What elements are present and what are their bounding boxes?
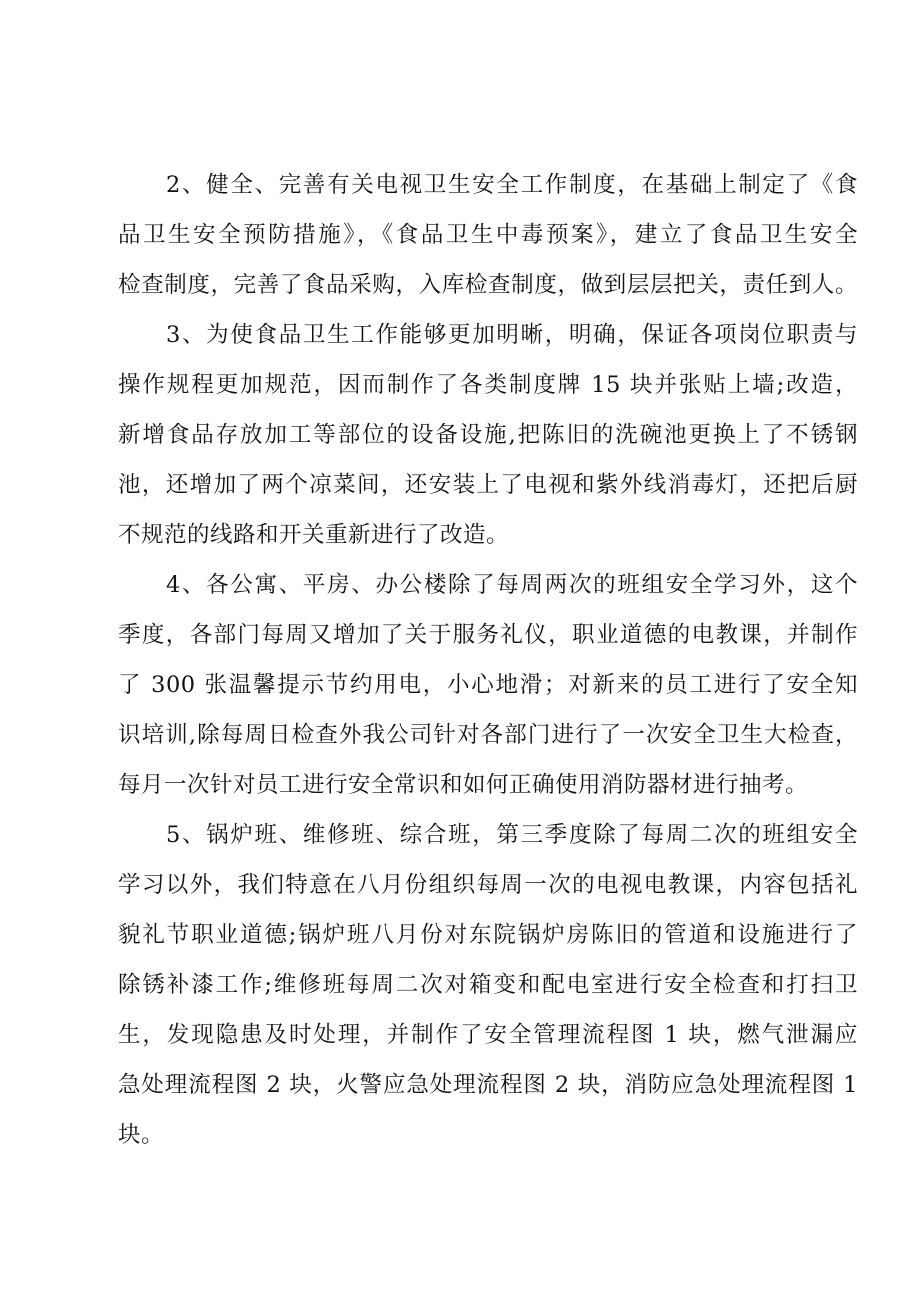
document-body [118, 160, 858, 1160]
paragraph-line: 块。 [118, 1122, 165, 1148]
paragraph-5 [118, 810, 858, 1160]
paragraph-line: 了 300 张温馨提示节约用电，小心地滑；对新来的员工进行了安全知 [118, 672, 858, 698]
paragraph-line: 4、各公寓、平房、办公楼除了每周两次的班组安全学习外，这个 [166, 572, 858, 598]
paragraph-line: 品卫生安全预防措施》，《食品卫生中毒预案》，建立了食品卫生安全 [118, 222, 858, 248]
paragraph-line: 每月一次针对员工进行安全常识和如何正确使用消防器材进行抽考。 [118, 772, 809, 798]
paragraph-line: 5、锅炉班、维修班、综合班，第三季度除了每周二次的班组安全 [166, 822, 858, 848]
paragraph-2 [118, 160, 858, 310]
paragraph-line: 学习以外，我们特意在八月份组织每周一次的电视电教课，内容包括礼 [118, 872, 858, 898]
paragraph-line: 2、健全、完善有关电视卫生安全工作制度，在基础上制定了《食 [166, 172, 858, 198]
paragraph-line: 3、为使食品卫生工作能够更加明晰，明确，保证各项岗位职责与 [166, 322, 858, 348]
paragraph-line: 貌礼节职业道德;锅炉班八月份对东院锅炉房陈旧的管道和设施进行了 [118, 922, 858, 948]
paragraph-line: 检查制度，完善了食品采购，入库检查制度，做到层层把关，责任到人。 [118, 272, 858, 298]
paragraph-line: 急处理流程图 2 块，火警应急处理流程图 2 块，消防应急处理流程图 1 [118, 1072, 858, 1098]
paragraph-line: 池，还增加了两个凉菜间，还安装上了电视和紫外线消毒灯，还把后厨 [118, 472, 858, 498]
paragraph-line: 生，发现隐患及时处理，并制作了安全管理流程图 1 块，燃气泄漏应 [118, 1022, 858, 1048]
paragraph-4 [118, 560, 858, 810]
paragraph-line: 季度，各部门每周又增加了关于服务礼仪，职业道德的电教课，并制作 [118, 622, 858, 648]
paragraph-line: 操作规程更加规范，因而制作了各类制度牌 15 块并张贴上墙;改造， [118, 372, 858, 398]
paragraph-3 [118, 310, 858, 560]
paragraph-line: 新增食品存放加工等部位的设备设施,把陈旧的洗碗池更换上了不锈钢 [118, 422, 858, 448]
paragraph-line: 不规范的线路和开关重新进行了改造。 [118, 522, 510, 548]
paragraph-line: 除锈补漆工作;维修班每周二次对箱变和配电室进行安全检查和打扫卫 [118, 972, 858, 998]
paragraph-line: 识培训,除每周日检查外我公司针对各部门进行了一次安全卫生大检查， [118, 722, 858, 748]
